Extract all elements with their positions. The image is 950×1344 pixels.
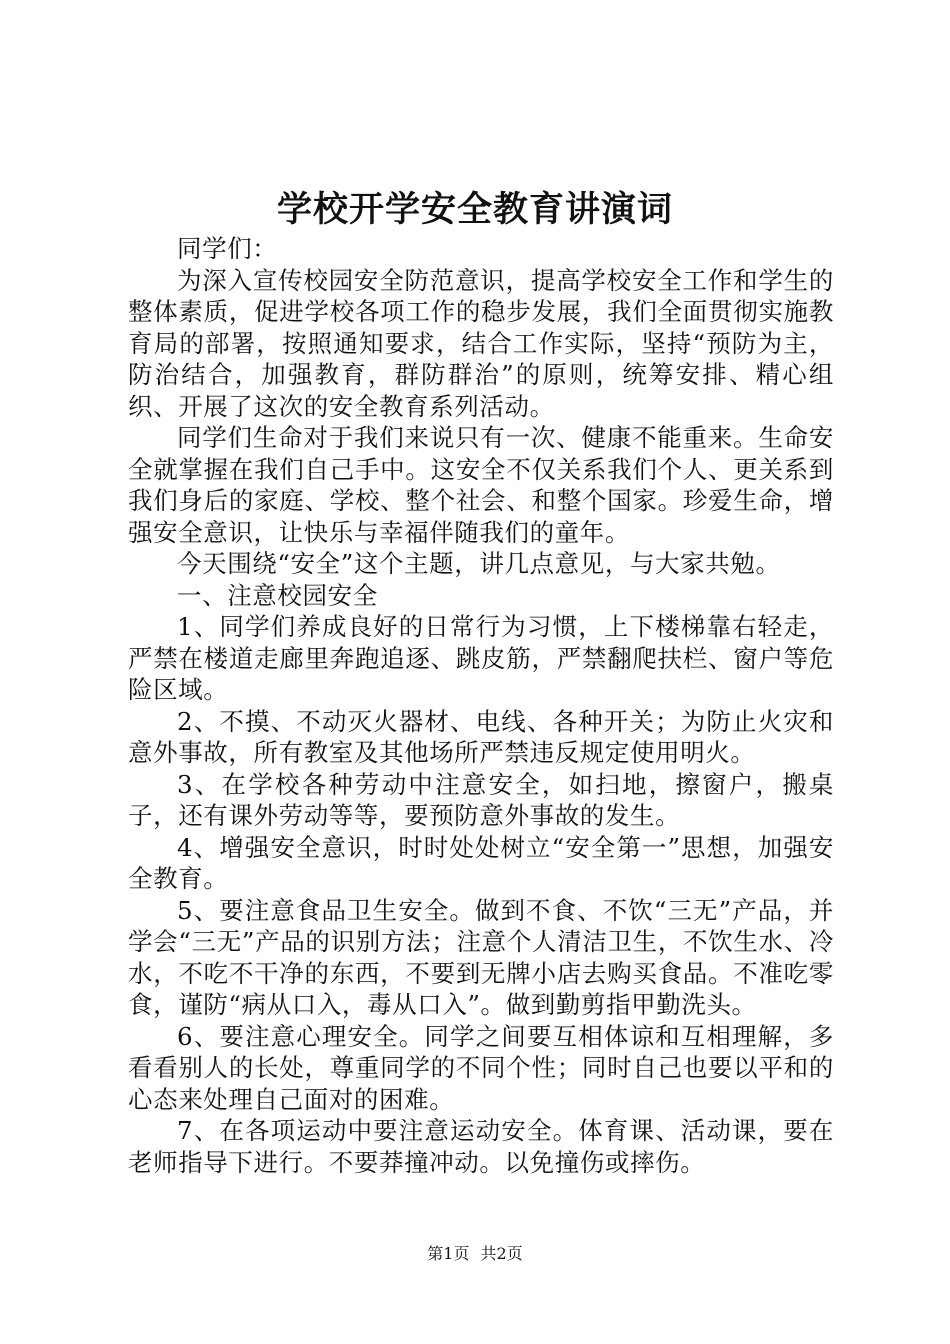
list-item: 3、在学校各种劳动中注意安全，如扫地，擦窗户，搬桌子，还有课外劳动等等，要预防意外事故的发生。	[128, 769, 834, 830]
page-number: 第1页	[427, 1244, 470, 1263]
paragraph-theme: 今天围绕“安全”这个主题，讲几点意见，与大家共勉。	[177, 549, 781, 578]
list-item: 6、要注意心理安全。同学之间要互相体谅和互相理解，多看看别人的长处，尊重同学的不同个性；同时自己也要以平和的心态来处理自己面对的困难。	[128, 1021, 834, 1114]
list-item: 7、在各项运动中要注意运动安全。体育课、活动课，要在老师指导下进行。不要莽撞冲动。以免撞伤或摔伤。	[128, 1116, 834, 1177]
list-item: 1、同学们养成良好的日常行为习惯，上下楼梯靠右轻走，严禁在楼道走廊里奔跑追逐、跳皮筋，严禁翻爬扶栏、窗户等危险区域。	[128, 612, 834, 704]
page-footer	[0, 1243, 950, 1265]
document-title: 学校开学安全教育讲演词	[276, 190, 673, 230]
list-item: 4、增强安全意识，时时处处树立“安全第一”思想，加强安全教育。	[128, 832, 834, 893]
paragraph-intro: 为深入宣传校园安全防范意识，提高学校安全工作和学生的整体素质，促进学校各项工作的稳步发展，我们全面贯彻实施教育局的部署，按照通知要求，结合工作实际，坚持“预防为主，防治结合，加强教育，群防群治”的原则，统筹安排、精心组织、开展了这次的安全教育系列活动。	[128, 265, 834, 421]
paragraph-greeting: 同学们：	[177, 234, 278, 263]
list-item: 5、要注意食品卫生安全。做到不食、不饮“三无”产品，并学会“三无”产品的识别方法；注意个人清洁卫生，不饮生水、冷水，不吃不干净的东西，不要到无牌小店去购买食品。不准吃零食，谨防“病从口入，毒从口入”。做到勤剪指甲勤洗头。	[128, 895, 834, 1019]
paragraph-life-safety: 同学们生命对于我们来说只有一次、健康不能重来。生命安全就掌握在我们自己手中。这安全不仅关系我们个人、更关系到我们身后的家庭、学校、整个社会、和整个国家。珍爱生命，增强安全意识，让快乐与幸福伴随我们的童年。	[128, 423, 834, 547]
section-heading: 一、注意校园安全	[177, 580, 378, 610]
page-total: 共2页	[480, 1244, 523, 1263]
document-body	[128, 233, 834, 1178]
list-item: 2、不摸、不动灭火器材、电线、各种开关；为防止火灾和意外事故，所有教室及其他场所严禁违反规定使用明火。	[128, 706, 834, 767]
